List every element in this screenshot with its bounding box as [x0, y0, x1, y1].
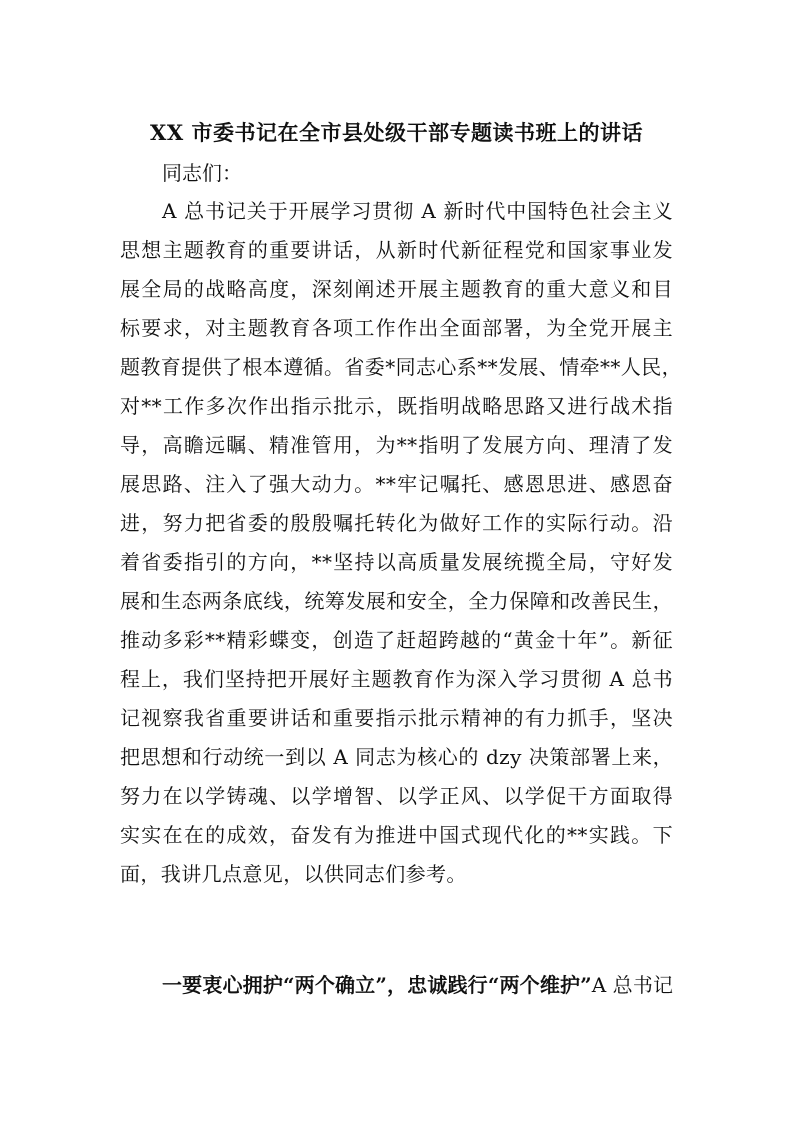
- paragraph-line: 题教育提供了根本遵循。省委*同志心系**发展、情牵**人民，: [120, 355, 682, 379]
- paragraph-line: 进，努力把省委的殷殷嘱托转化为做好工作的实际行动。沿: [120, 511, 673, 535]
- paragraph-line: 程上，我们坚持把开展好主题教育作为深入学习贯彻 A 总书: [120, 667, 673, 691]
- section-heading-continuation: A 总书记: [591, 973, 673, 997]
- salutation: 同志们：: [162, 161, 242, 185]
- paragraph-line: 着省委指引的方向，**坚持以高质量发展统揽全局，守好发: [120, 550, 673, 574]
- paragraph-line: 展思路、注入了强大动力。**牢记嘱托、感恩思进、感恩奋: [120, 472, 673, 496]
- section-heading: 一要衷心拥护“两个确立”，忠诚践行“两个维护”: [162, 973, 592, 997]
- paragraph-line: 记视察我省重要讲话和重要指示批示精神的有力抓手，坚决: [120, 706, 673, 730]
- paragraph-line: 努力在以学铸魂、以学增智、以学正风、以学促干方面取得: [120, 784, 673, 808]
- paragraph-line: 推动多彩**精彩蝶变，创造了赶超跨越的“黄金十年”。新征: [120, 628, 673, 652]
- document-title: XX 市委书记在全市县处级干部专题读书班上的讲话: [150, 120, 643, 145]
- paragraph-line: 面，我讲几点意见，以供同志们参考。: [120, 862, 467, 886]
- paragraph-line: 实实在在的成效，奋发有为推进中国式现代化的**实践。下: [120, 823, 673, 847]
- paragraph-line: 把思想和行动统一到以 A 同志为核心的 dzy 决策部署上来，: [120, 745, 673, 769]
- paragraph-line: 对**工作多次作出指示批示，既指明战略思路又进行战术指: [120, 394, 673, 418]
- paragraph-line: 展全局的战略高度，深刻阐述开展主题教育的重大意义和目: [120, 277, 673, 301]
- paragraph-line: 导，高瞻远瞩、精准管用，为**指明了发展方向、理清了发: [120, 433, 673, 457]
- paragraph-line: A 总书记关于开展学习贯彻 A 新时代中国特色社会主义: [162, 199, 673, 223]
- paragraph-line: 标要求，对主题教育各项工作作出全面部署，为全党开展主: [120, 316, 673, 340]
- paragraph-line: 思想主题教育的重要讲话，从新时代新征程党和国家事业发: [120, 238, 673, 262]
- paragraph-line: 展和生态两条底线，统筹发展和安全，全力保障和改善民生，: [120, 589, 673, 613]
- section-heading-line: [162, 966, 673, 1004]
